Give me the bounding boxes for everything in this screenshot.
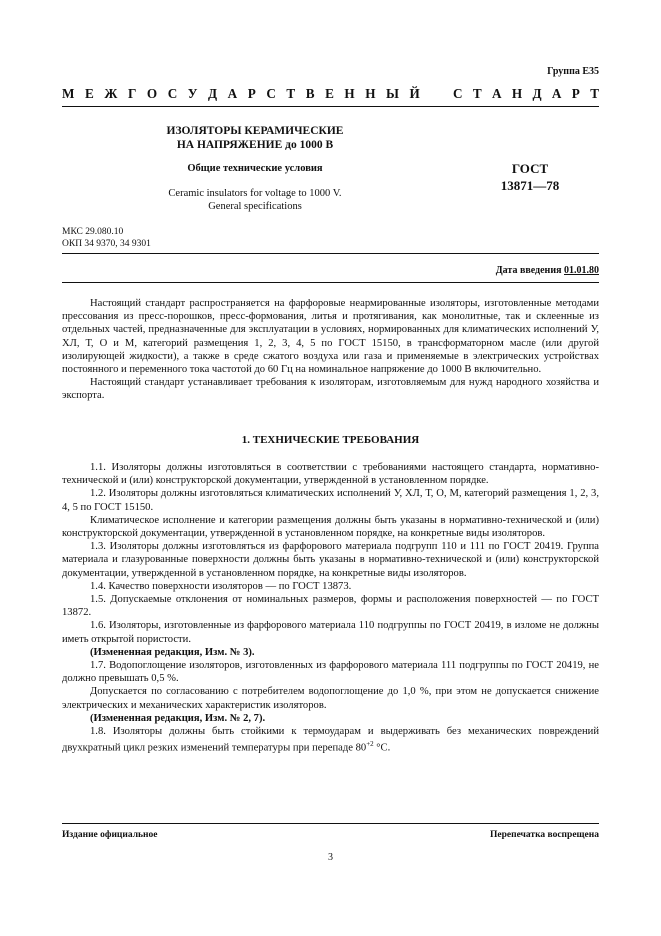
- okp-code: ОКП 34 9370, 34 9301: [62, 239, 151, 249]
- clauses-text: [62, 461, 599, 755]
- clause-1-4: 1.4. Качество поверхности изоляторов — по ГОСТ 13873.: [90, 580, 352, 592]
- banner-letter: Д: [208, 86, 218, 101]
- title-line-1: ИЗОЛЯТОРЫ КЕРАМИЧЕСКИЕ: [166, 125, 344, 137]
- banner-letter: О: [146, 86, 158, 101]
- banner-letter: С: [266, 86, 276, 101]
- group-code: Группа Е35: [547, 66, 599, 77]
- codes-rule: [62, 253, 599, 254]
- clause-1-8-unit: °С.: [373, 742, 391, 754]
- banner-letter: Н: [365, 86, 376, 101]
- clause-1-5: 1.5. Допускаемые отклонения от номинальных размеров, формы и расположения поверхностей — по ГОСТ 13872.: [62, 594, 599, 619]
- banner-letter: Р: [571, 86, 580, 101]
- intro-text: [62, 297, 599, 403]
- gost-label: ГОСТ: [511, 161, 549, 176]
- banner-letter: А: [227, 86, 238, 101]
- clause-1-6: 1.6. Изоляторы, изготовленные из фарфорового материала 110 подгруппы по ГОСТ 20419, в изломе не должны иметь открытой пористости.: [62, 620, 599, 645]
- banner-letter: С: [167, 86, 178, 101]
- banner-letter: Й: [409, 86, 420, 101]
- banner-letter: С: [453, 86, 463, 101]
- banner-word-standard: [453, 86, 599, 102]
- clause-1-3: 1.3. Изоляторы должны изготовляться из фарфорового материала подгрупп 110 и 111 по ГОСТ 20419. Группа материала и глазурованные поверхности должны быть указаны в нормативно-технической и (или) конструкторской документации, утвержденной в установленном порядке, на конкретные виды изоляторов.: [62, 541, 599, 579]
- intro-paragraph-2: Настоящий стандарт устанавливает требования к изоляторам, изготовляемым для нужд народного хозяйства и экспорта.: [62, 377, 599, 402]
- clause-1-2: 1.2. Изоляторы должны изготовляться климатических исполнений У, ХЛ, Т, О, М, категорий размещения 1, 2, 3, 4, 5 по ГОСТ 15150.: [62, 488, 599, 513]
- clause-1-8-tolerance: +2: [366, 740, 374, 749]
- english-title: [120, 187, 390, 213]
- clause-1-1: 1.1. Изоляторы должны изготовляться в соответствии с требованиями настоящего стандарта, нормативно-технической и (или) конструкторской документации, утвержденной в установленном порядке.: [62, 462, 599, 487]
- clause-1-2-note: Климатическое исполнение и категории размещения должны быть указаны в нормативно-технической и (или) конструкторской документации, утвержденной в установленном порядке, на конкретные виды изоляторов.: [62, 514, 599, 540]
- footer-rule: [62, 823, 599, 824]
- banner-letter: А: [492, 86, 502, 101]
- clause-1-7-edit-note: (Измененная редакция, Изм. № 2, 7).: [90, 712, 266, 724]
- gost-designation: [480, 160, 580, 194]
- banner-letter: М: [62, 86, 75, 101]
- reprint-prohibited: Перепечатка воспрещена: [489, 830, 599, 840]
- intro-paragraph-1: Настоящий стандарт распространяется на фарфоровые неармированные изоляторы, изготовленные методами прессования из пресс-порошков, пресс-формования, литья и протягивания, как монолитные, так и склеенные из отдельных частей, предназначенные для эксплуатации в условиях, нормированных для климатических исполнений У, ХЛ, Т, О и М, категорий размещения 1, 2, 3, 4, 5 по ГОСТ 15150, в трансформаторном масле (или другой изолирующей жидкости), а также в среде сжатого воздуха или газа и применяемые в электрических устройствах постоянного и переменного тока частотой до 60 Гц на номинальное напряжение до 1000 В включительно.: [62, 298, 599, 376]
- document-title: [120, 124, 390, 152]
- header-rule: [62, 106, 599, 107]
- introduction-date: [496, 265, 599, 276]
- banner-letter: Ж: [104, 86, 118, 101]
- standard-banner: [62, 86, 599, 102]
- official-edition: Издание официальное: [62, 830, 158, 840]
- title-line-2: НА НАПРЯЖЕНИЕ до 1000 В: [176, 139, 334, 151]
- banner-word-interstate: [62, 86, 420, 102]
- banner-letter: Д: [532, 86, 542, 101]
- banner-letter: Н: [511, 86, 523, 101]
- clause-1-6-edit-note: (Измененная редакция, Изм. № 3).: [90, 646, 255, 658]
- banner-letter: Е: [85, 86, 94, 101]
- date-rule: [62, 282, 599, 283]
- clause-1-7-note: Допускается по согласованию с потребителем водопоглощение до 1,0 %, при этом не допускается снижение электрических и механических характеристик изоляторов.: [62, 686, 599, 711]
- banner-letter: Н: [344, 86, 355, 101]
- banner-letter: Т: [590, 86, 599, 101]
- banner-letter: Т: [286, 86, 296, 101]
- english-title-line-1: Ceramic insulators for voltage to 1000 V.: [168, 188, 342, 199]
- banner-letter: В: [305, 86, 315, 101]
- banner-letter: Ы: [386, 86, 399, 101]
- banner-letter: А: [551, 86, 562, 101]
- mks-code: МКС 29.080.10: [62, 227, 124, 237]
- banner-letter: У: [187, 86, 198, 101]
- document-subtitle: Общие технические условия: [187, 163, 323, 174]
- gost-number: 13871—78: [500, 178, 560, 193]
- page-number: 3: [328, 852, 333, 863]
- english-title-line-2: General specifications: [208, 201, 302, 212]
- date-label: Дата введения: [495, 265, 562, 276]
- banner-letter: Р: [247, 86, 256, 101]
- banner-letter: Е: [325, 86, 334, 101]
- banner-letter: Т: [472, 86, 482, 101]
- date-value: 01.01.80: [564, 265, 599, 276]
- clause-1-7: 1.7. Водопоглощение изоляторов, изготовленных из фарфорового материала 111 подгруппы по ГОСТ 20419, не должно превышать 0,5 %.: [62, 660, 599, 685]
- classification-codes: [62, 226, 151, 250]
- clause-1-8-text: 1.8. Изоляторы должны быть стойкими к термоударам и выдерживать без механических повреждений двухкратный цикл резких изменений температуры при перепаде 80: [62, 726, 599, 754]
- clause-1-8: [62, 725, 599, 755]
- banner-letter: Г: [127, 86, 137, 101]
- section-heading: 1. ТЕХНИЧЕСКИЕ ТРЕБОВАНИЯ: [241, 434, 420, 446]
